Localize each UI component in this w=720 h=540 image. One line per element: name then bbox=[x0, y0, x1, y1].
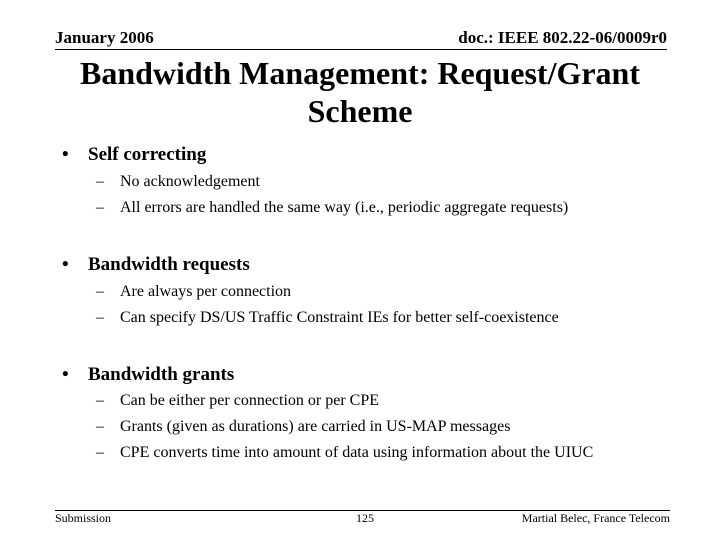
bullet-text: Self correcting bbox=[88, 144, 207, 165]
dash-glyph: – bbox=[96, 283, 104, 300]
bullet-bandwidth-requests bbox=[62, 254, 250, 276]
sub-bullet-text: No acknowledgement bbox=[120, 173, 260, 190]
bullet-glyph: • bbox=[62, 364, 69, 385]
sub-bullet-text: Can be either per connection or per CPE bbox=[120, 392, 380, 409]
sub-bullet bbox=[96, 308, 559, 328]
sub-bullet-text: All errors are handled the same way (i.e., periodic aggregate requests) bbox=[120, 199, 569, 216]
dash-glyph: – bbox=[96, 199, 104, 216]
header-date: January 2006 bbox=[55, 28, 154, 47]
sub-bullet bbox=[96, 198, 568, 218]
bullet-glyph: • bbox=[62, 144, 69, 165]
slide-title-line-1: Bandwidth Management: Request/Grant bbox=[79, 55, 640, 91]
sub-bullet-text: Grants (given as durations) are carried in US-MAP messages bbox=[120, 418, 511, 435]
dash-glyph: – bbox=[96, 309, 104, 326]
slide-title-line-2: Scheme bbox=[307, 93, 413, 129]
slide-title bbox=[40, 54, 680, 130]
sub-bullet bbox=[96, 391, 379, 411]
sub-bullet-text: Can specify DS/US Traffic Constraint IEs for better self-coexistence bbox=[120, 309, 559, 326]
dash-glyph: – bbox=[96, 173, 104, 190]
sub-bullet bbox=[96, 282, 291, 302]
sub-bullet-text: Are always per connection bbox=[120, 283, 292, 300]
header-divider bbox=[55, 49, 667, 50]
bullet-glyph: • bbox=[62, 254, 69, 275]
bullet-self-correcting bbox=[62, 144, 206, 166]
bullet-text: Bandwidth requests bbox=[88, 254, 250, 275]
dash-glyph: – bbox=[96, 444, 104, 461]
dash-glyph: – bbox=[96, 418, 104, 435]
bullet-bandwidth-grants bbox=[62, 364, 234, 386]
sub-bullet bbox=[96, 443, 593, 463]
footer-page-number: 125 bbox=[356, 511, 374, 525]
sub-bullet bbox=[96, 172, 260, 192]
bullet-text: Bandwidth grants bbox=[88, 364, 235, 385]
footer-author: Martial Belec, France Telecom bbox=[521, 511, 670, 525]
sub-bullet-text: CPE converts time into amount of data using information about the UIUC bbox=[120, 444, 594, 461]
header-doc-id: doc.: IEEE 802.22-06/0009r0 bbox=[458, 28, 667, 47]
sub-bullet bbox=[96, 417, 510, 437]
footer-submission: Submission bbox=[55, 511, 112, 525]
dash-glyph: – bbox=[96, 392, 104, 409]
